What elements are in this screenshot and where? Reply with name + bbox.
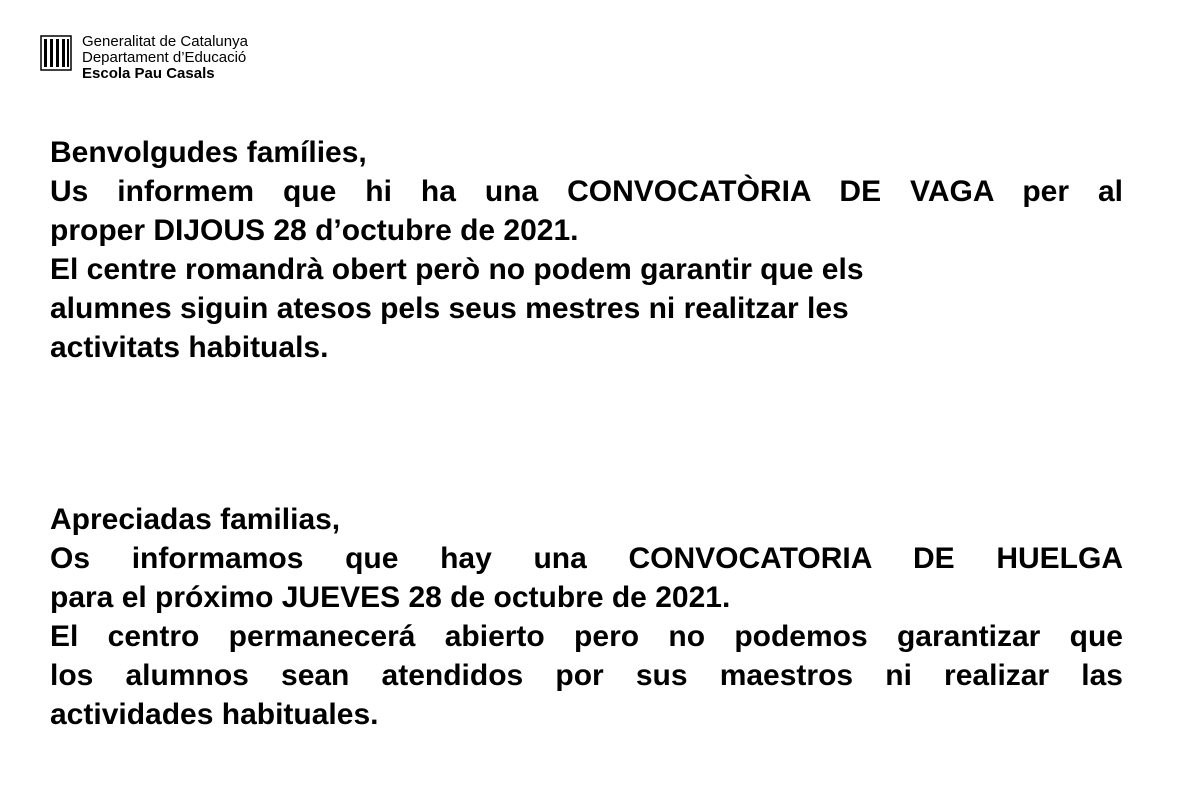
- catalan-line-5: activitats habituals.: [50, 331, 329, 364]
- institution-name: Generalitat de Catalunya: [82, 33, 248, 50]
- letterhead: [40, 34, 248, 82]
- catalan-greeting: Benvolgudes famílies,: [50, 136, 367, 169]
- spanish-line-5: actividades habituales.: [50, 698, 379, 731]
- spanish-line-4: los alumnos sean atendidos por sus maestros ni realizar las: [50, 659, 1123, 692]
- catalan-notice: [50, 133, 1123, 367]
- spanish-line-1: Os informamos que hay una CONVOCATORIA DE HUELGA: [50, 542, 1123, 575]
- department-name: Departament d’Educació: [82, 49, 247, 66]
- spanish-line-3: El centro permanecerá abierto pero no podemos garantizar que: [50, 620, 1123, 653]
- school-name: Escola Pau Casals: [82, 65, 215, 82]
- letterhead-text: [82, 34, 248, 82]
- spanish-line-2: para el próximo JUEVES 28 de octubre de 2021.: [50, 581, 731, 614]
- catalan-line-1: Us informem que hi ha una CONVOCATÒRIA DE VAGA per al: [50, 175, 1123, 208]
- spanish-greeting: Apreciadas familias,: [50, 503, 341, 536]
- spanish-notice: [50, 500, 1123, 734]
- catalan-line-4: alumnes siguin atesos pels seus mestres ni realitzar les: [50, 292, 849, 325]
- catalan-line-2: proper DIJOUS 28 d’octubre de 2021.: [50, 214, 579, 247]
- catalan-line-3: El centre romandrà obert però no podem garantir que els: [50, 253, 864, 286]
- generalitat-logo-icon: [40, 35, 72, 71]
